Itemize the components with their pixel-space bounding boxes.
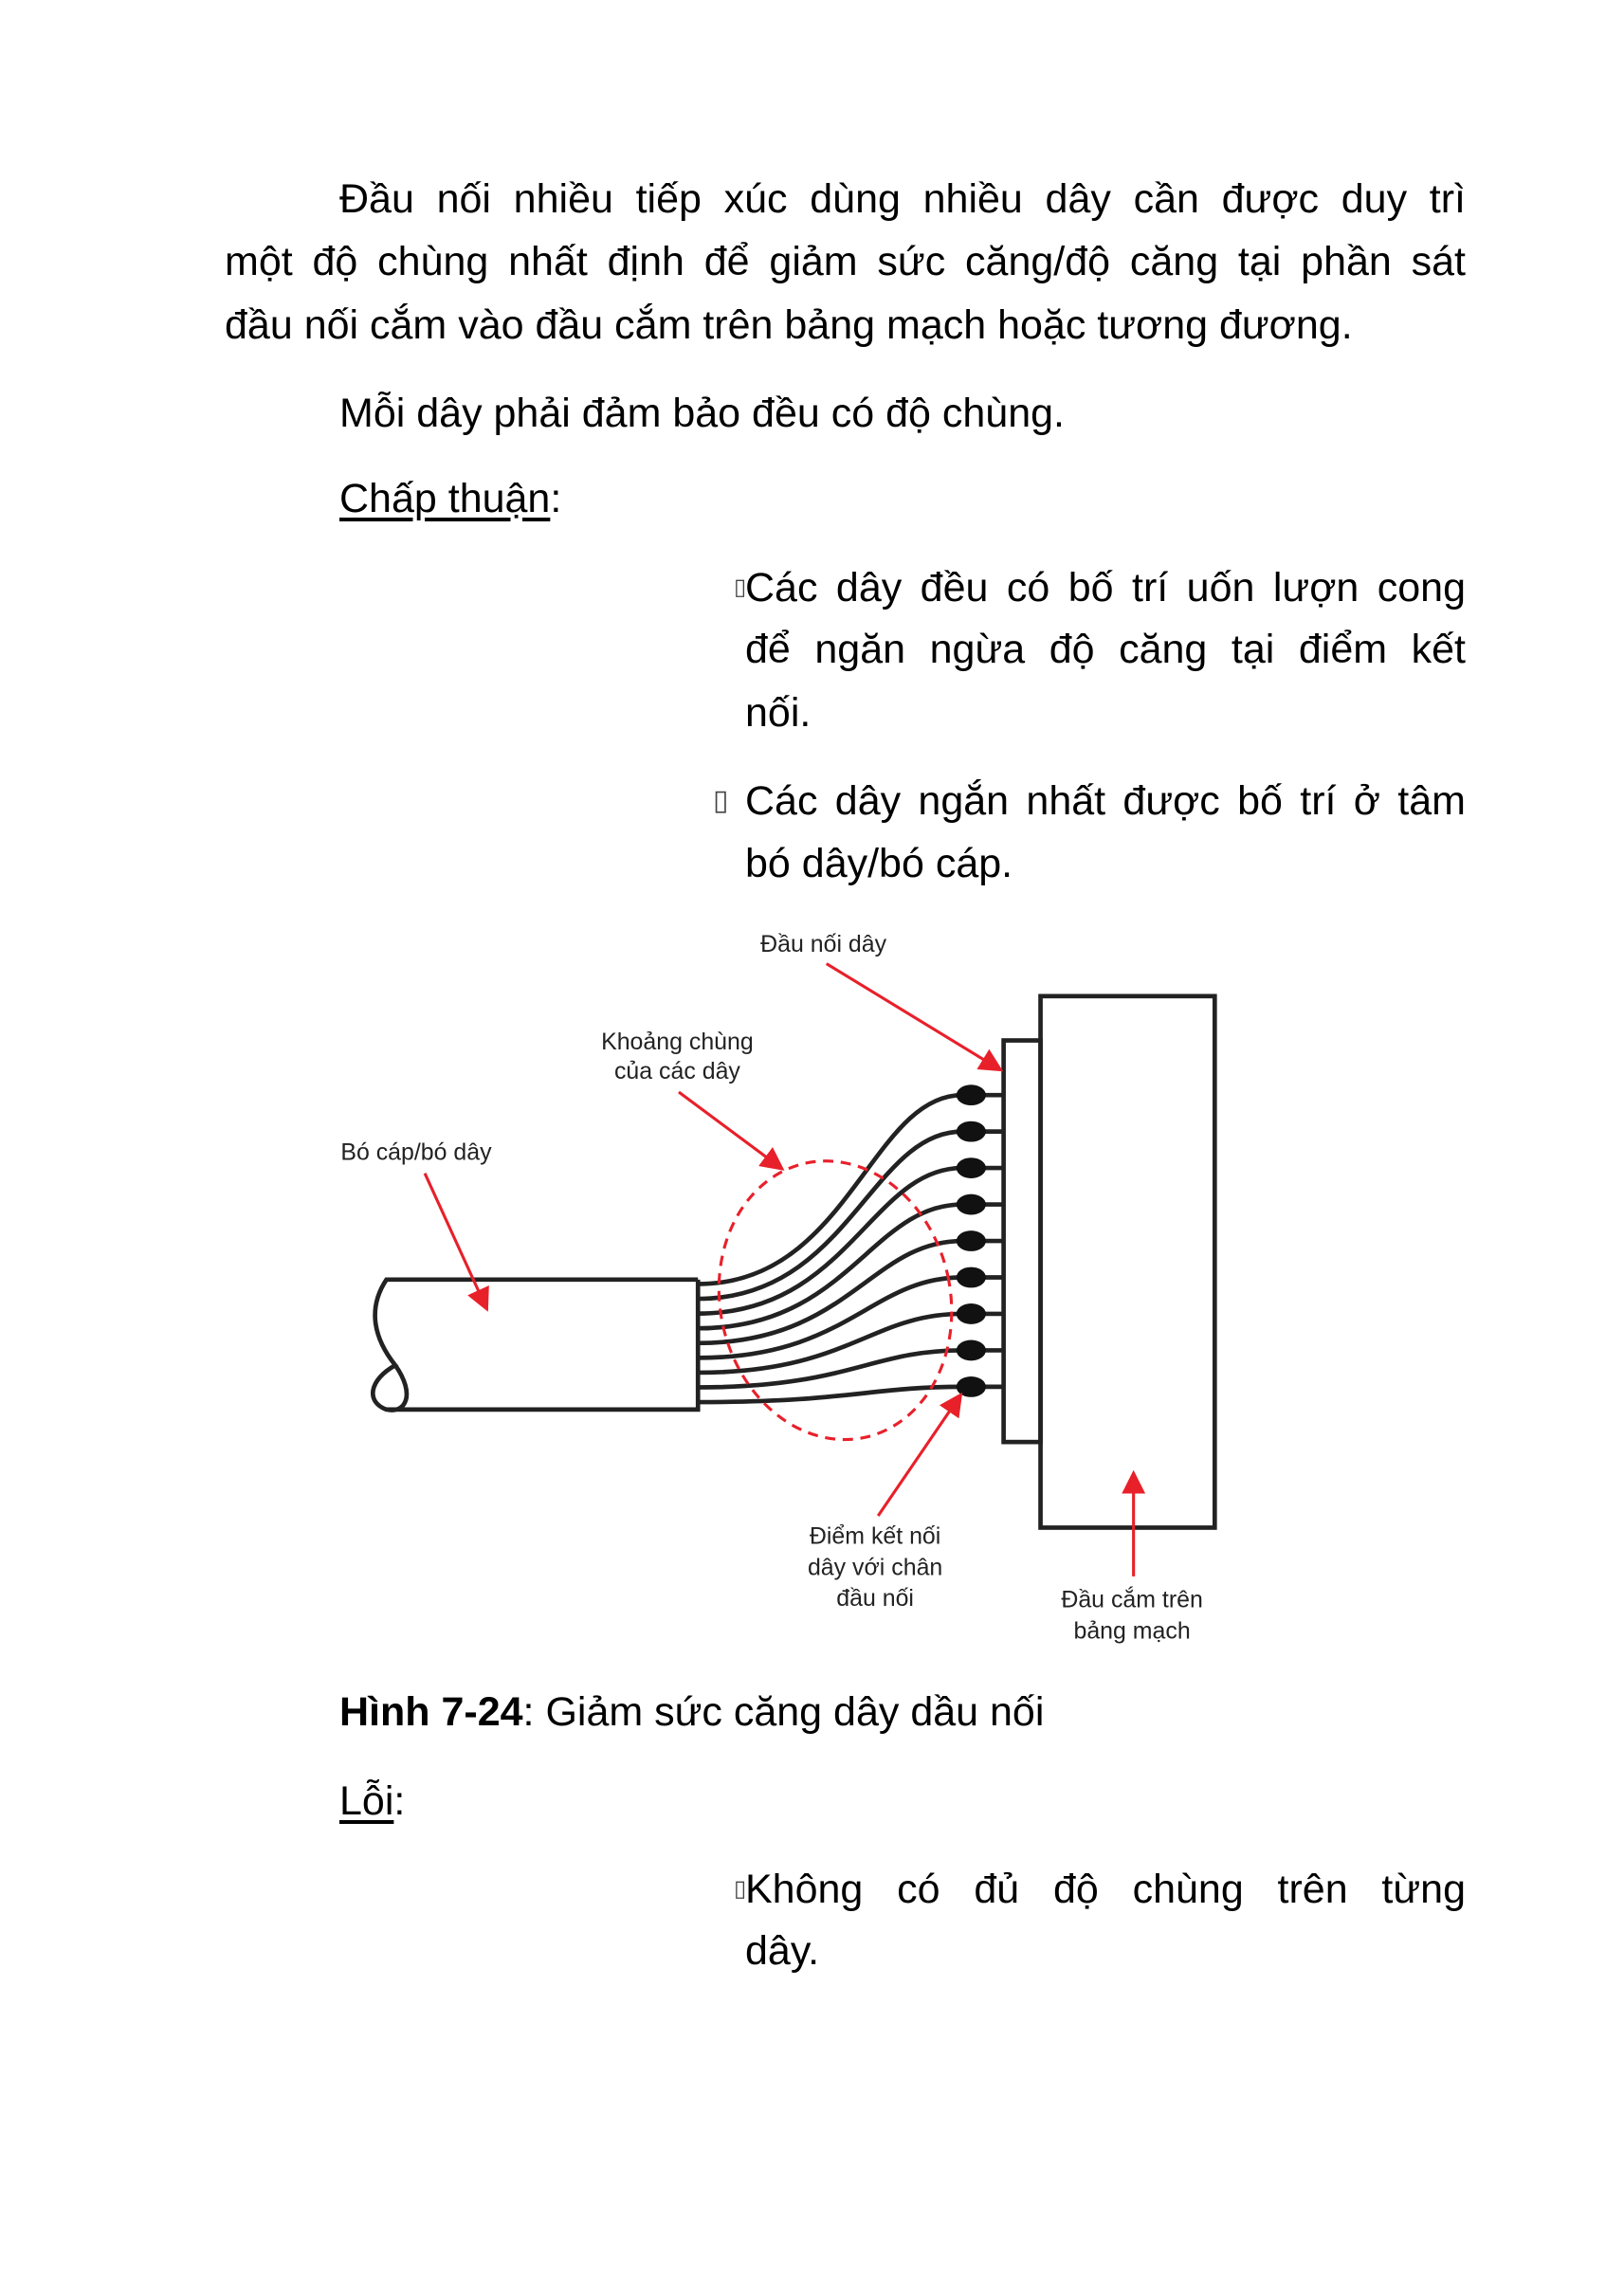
bullet-marker-icon: ▯ bbox=[713, 785, 729, 816]
caption-text: : Giảm sức căng dây dầu nối bbox=[522, 1689, 1045, 1735]
accept-heading bbox=[339, 467, 561, 530]
label-bundle: Bó cáp/bó dây bbox=[340, 1139, 492, 1166]
intro-line: một độ chùng nhất định để giảm sức căng/độ căng tại phần sát bbox=[225, 239, 1466, 284]
pins bbox=[957, 1084, 986, 1397]
crimp-pin bbox=[957, 1121, 986, 1142]
slack-arrow bbox=[679, 1092, 782, 1169]
figure-number: Hình 7-24 bbox=[339, 1689, 523, 1735]
label-header: bảng mạch bbox=[1073, 1617, 1191, 1645]
bullet-line: để ngăn ngừa độ căng tại điểm kết bbox=[745, 627, 1466, 672]
crimp-pin bbox=[957, 1340, 986, 1361]
accept-label: Chấp thuận bbox=[339, 476, 551, 521]
label-joint: Điểm kết nối bbox=[809, 1522, 941, 1550]
label-joint: dây với chân bbox=[807, 1554, 943, 1581]
bullet-line: Các dây đều có bố trí uốn lượn cong bbox=[745, 565, 1466, 610]
crimp-pin bbox=[957, 1157, 986, 1178]
bullet-line: nối. bbox=[745, 690, 812, 736]
crimp-pin bbox=[957, 1303, 986, 1324]
slack-region-outline bbox=[693, 1139, 976, 1462]
cable-bundle bbox=[373, 1280, 698, 1411]
crimp-pin bbox=[957, 1376, 986, 1397]
board-header bbox=[1041, 996, 1215, 1528]
connector-arrow bbox=[827, 964, 1001, 1070]
crimp-pin bbox=[957, 1194, 986, 1215]
bullet-marker-icon: ▯ bbox=[734, 1876, 747, 1902]
connector-housing bbox=[1004, 1041, 1041, 1443]
label-slack: Khoảng chùng bbox=[601, 1028, 754, 1055]
intro-line: đầu nối cắm vào đầu cắm trên bảng mạch hoặc tương đương. bbox=[225, 302, 1353, 348]
colon: : bbox=[393, 1778, 406, 1824]
label-slack: của các dây bbox=[613, 1058, 740, 1085]
bullet-line: bó dây/bó cáp. bbox=[745, 841, 1013, 886]
defect-label: Lỗi bbox=[339, 1778, 394, 1824]
crimp-pin bbox=[957, 1267, 986, 1288]
bundle-arrow bbox=[425, 1174, 486, 1309]
crimp-pin bbox=[957, 1084, 986, 1105]
label-joint: đầu nối bbox=[836, 1585, 914, 1613]
bullet-line: dây. bbox=[745, 1928, 820, 1974]
defect-heading bbox=[339, 1770, 405, 1832]
bullet-line: Không có đủ độ chùng trên từng bbox=[745, 1867, 1466, 1912]
rule-text: Mỗi dây phải đảm bảo đều có độ chùng. bbox=[339, 391, 1065, 436]
bullet-marker-icon: ▯ bbox=[734, 574, 747, 600]
bullet-line: Các dây ngắn nhất được bố trí ở tâm bbox=[745, 778, 1466, 824]
joint-arrow bbox=[878, 1394, 960, 1516]
figure-caption bbox=[339, 1681, 1044, 1743]
label-header: Đầu cắm trên bbox=[1061, 1586, 1203, 1613]
colon: : bbox=[550, 476, 562, 521]
crimp-pin bbox=[957, 1230, 986, 1251]
intro-line: Đầu nối nhiều tiếp xúc dùng nhiều dây cần được duy trì bbox=[339, 176, 1466, 222]
strain-relief-diagram bbox=[332, 915, 1232, 1653]
label-connector: Đầu nối dây bbox=[760, 931, 887, 958]
wire bbox=[698, 1095, 1003, 1284]
